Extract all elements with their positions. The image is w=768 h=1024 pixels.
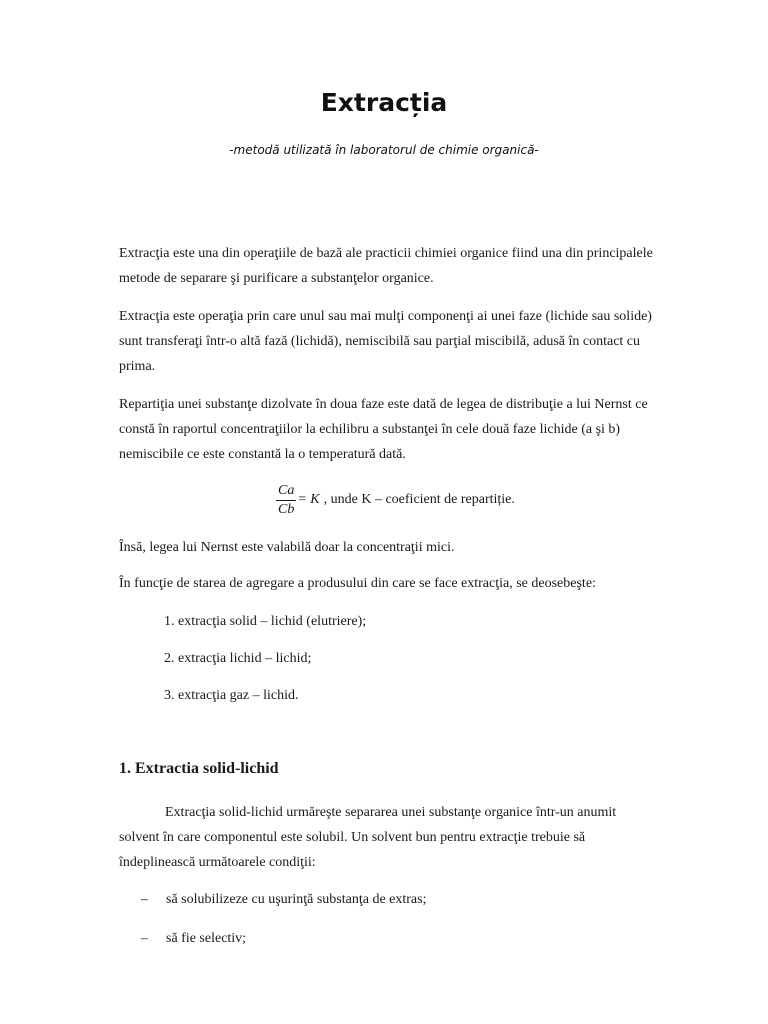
- paragraph-definition: Extracţia este operaţia prin care unul sau mai mulţi componenţi ai unei faze (lichide sau solide) sunt transferaţi într-o altă fază (lichidă), nemiscibilă sau parţial miscibilă, adusă în contact cu prima.: [119, 309, 652, 374]
- formula-equals: = K: [297, 492, 320, 507]
- paragraph-types-intro: În funcţie de starea de agregare a produsului din care se face extracţia, se deosebeşte:: [119, 576, 596, 591]
- paragraph-nernst: Repartiţia unei substanţe dizolvate în doua faze este dată de legea de distribuţie a lui Nernst ce constă în raportul concentraţiilor la echilibru a substanţei în cele două faze lichide (a şi b) nemiscibile ce este constantă la o temperatură dată.: [119, 397, 648, 462]
- condition-item: [141, 887, 426, 912]
- formula-numerator: Ca: [276, 483, 296, 501]
- condition-text: să fie selectiv;: [166, 931, 247, 946]
- dash-bullet: –: [141, 931, 148, 946]
- document-title: Extracția: [320, 88, 448, 117]
- list-item-solid-liquid: 1. extracţia solid – lichid (elutriere);: [164, 614, 367, 629]
- section-heading: 1. Extractia solid-lichid: [119, 760, 279, 777]
- formula-denominator: Cb: [278, 501, 295, 517]
- formula-explanation: , unde K – coeficient de repartiție.: [323, 492, 515, 507]
- list-item-gas-liquid: 3. extracţia gaz – lichid.: [164, 688, 299, 703]
- paragraph-solid-liquid: Extracţia solid-lichid urmăreşte separarea unei substanţe organice într-un anumit solvent în care componentul este solubil. Un solvent bun pentru extracţie trebuie să îndeplinească următoarele condiţii:: [119, 805, 617, 870]
- condition-text: să solubilizeze cu uşurinţă substanţa de extras;: [166, 892, 427, 907]
- nernst-formula: [276, 483, 515, 517]
- paragraph-validity: Însă, legea lui Nernst este valabilă doar la concentraţii mici.: [119, 540, 455, 555]
- formula-fraction: [276, 483, 296, 518]
- list-item-liquid-liquid: 2. extracţia lichid – lichid;: [164, 651, 312, 666]
- condition-item: [141, 926, 246, 951]
- paragraph-intro: Extracţia este una din operaţiile de bază ale practicii chimiei organice fiind una din principalele metode de separare şi purificare a substanţelor organice.: [119, 246, 653, 286]
- document-subtitle: -metodă utilizată în laboratorul de chimie organică-: [229, 143, 539, 157]
- dash-bullet: –: [141, 892, 148, 907]
